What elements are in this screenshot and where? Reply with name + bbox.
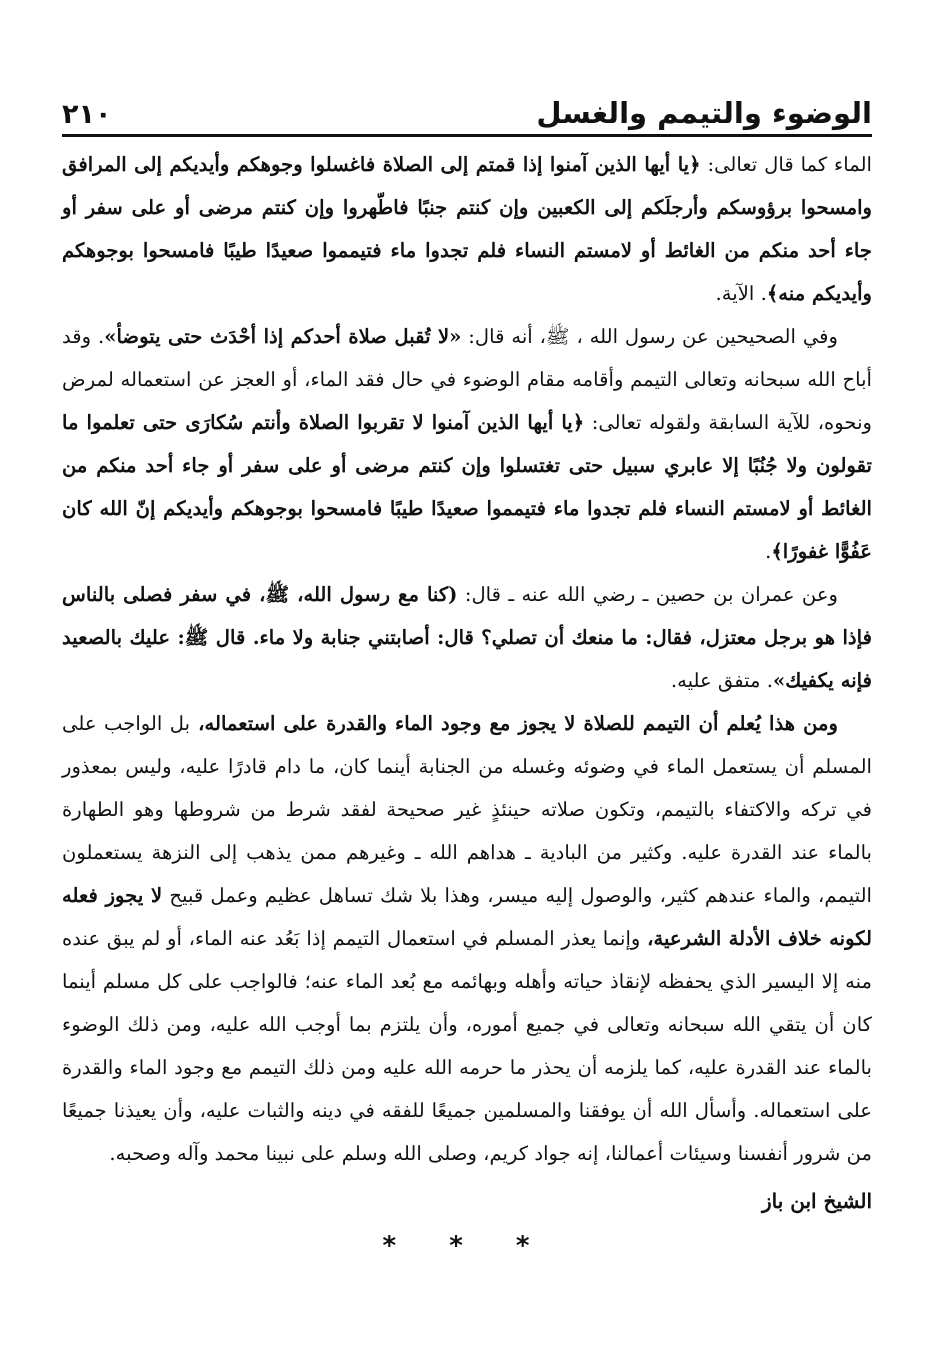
quran-verse: ﴿يا أيها الذين آمنوا لا تقربوا الصلاة وأنتم سُكارَى حتى تعلموا ما تقولون ولا جُنُبًا إلا عابري سبيل حتى تغتسلوا وإن كنتم مرضى أو على سفر أو جاء أحد منكم من الغائط أو لامستم النساء فلم تجدوا ماء فتيمموا صعيدًا طيبًا فامسحوا بوجوهكم وأيديكم إنّ الله كان عَفُوًّا غفورًا﴾: [62, 411, 872, 563]
emphasis-text: لا يجوز فعله لكونه خلاف الأدلة الشرعية،: [62, 884, 872, 950]
page-header: [62, 86, 872, 137]
page-number: ٢١٠: [62, 99, 112, 130]
text-segment: . متفق عليه.: [670, 669, 774, 692]
text-segment: وفي الصحيحين عن رسول الله ، ﷺ، أنه قال:: [461, 325, 838, 348]
paragraph-1: [62, 143, 872, 315]
paragraph-3: [62, 573, 872, 702]
book-title: الوضوء والتيمم والغسل: [536, 96, 872, 130]
text-segment: وإنما يعذر المسلم في استعمال التيمم إذا بَعُد عنه الماء، أو لم يبق عنده منه إلا اليسير الذي يحفظه لإنقاذ حياته وأهله وبهائمه مع بُعد الماء عنه؛ فالواجب على كل مسلم أينما كان أن يتقي الله سبحانه وتعالى في جميع أموره، وأن يلتزم بما أوجب الله عليه، ومن ذلك الوضوء بالماء عند القدرة عليه، كما يلزمه أن يحذر ما حرمه الله عليه ومن ذلك التيمم مع وجود الماء والقدرة على استعماله. وأسأل الله أن يوفقنا والمسلمين جميعًا للفقه في دينه والثبات عليه، وأن يعيذنا جميعًا من شرور أنفسنا وسيئات أعمالنا، إنه جواد كريم، وصلى الله وسلم على نبينا محمد وآله وصحبه.: [62, 927, 872, 1165]
body-text: [62, 143, 872, 1175]
paragraph-2: [62, 315, 872, 573]
quran-verse: ﴿يا أيها الذين آمنوا إذا قمتم إلى الصلاة فاغسلوا وجوهكم وأيديكم إلى المرافق وامسحوا برؤوسكم وأرجلَكم إلى الكعبين وإن كنتم جنبًا فاطّهروا وإن كنتم مرضى أو على سفر أو جاء أحد منكم من الغائط أو لامستم النساء فلم تجدوا ماء فتيمموا صعيدًا طيبًا فامسحوا بوجوهكم وأيديكم منه﴾: [62, 153, 872, 305]
text-segment: وعن عمران بن حصين ـ رضي الله عنه ـ قال:: [457, 583, 838, 606]
hadith-quote: «لا تُقبل صلاة أحدكم إذا أحْدَث حتى يتوضأ»: [104, 325, 462, 348]
hadith-quote: (كنا مع رسول الله، ﷺ، في سفر فصلى بالناس فإذا هو برجل معتزل، فقال: ما منعك أن تصلي؟ قال: أصابتني جنابة ولا ماء. قال ﷺ: عليك بالصعيد فإنه يكفيك»: [62, 583, 872, 692]
text-segment: بل الواجب على المسلم أن يستعمل الماء في وضوئه وغسله من الجنابة أينما كان، ما دام قادرًا عليه، وليس بمعذور في تركه والاكتفاء بالتيمم، وتكون صلاته حينئذٍ غير صحيحة لفقد شرط من شروطها وهو الطهارة بالماء عند القدرة عليه. وكثير من البادية ـ هداهم الله ـ وغيرهم ممن يذهب إلى النزهة يستعملون التيمم، والماء عندهم كثير، والوصول إليه ميسر، وهذا بلا شك تساهل عظيم وعمل قبيح: [62, 712, 872, 907]
document-page: [62, 86, 872, 1261]
section-separator: * * *: [382, 1231, 552, 1261]
text-segment: الماء كما قال تعالى:: [700, 153, 872, 176]
text-segment: . الآية.: [715, 282, 767, 305]
author-signature: الشيخ ابن باز: [761, 1189, 872, 1213]
emphasis-text: ومن هذا يُعلم أن التيمم للصلاة لا يجوز مع وجود الماء والقدرة على استعماله،: [190, 712, 838, 735]
text-segment: .: [765, 540, 772, 563]
paragraph-4: [62, 702, 872, 1175]
text-segment: . وقد أباح الله سبحانه وتعالى التيمم وأقامه مقام الوضوء في حال فقد الماء، أو العجز عن استعماله لمرض ونحوه، للآية السابقة ولقوله تعالى:: [62, 325, 872, 434]
